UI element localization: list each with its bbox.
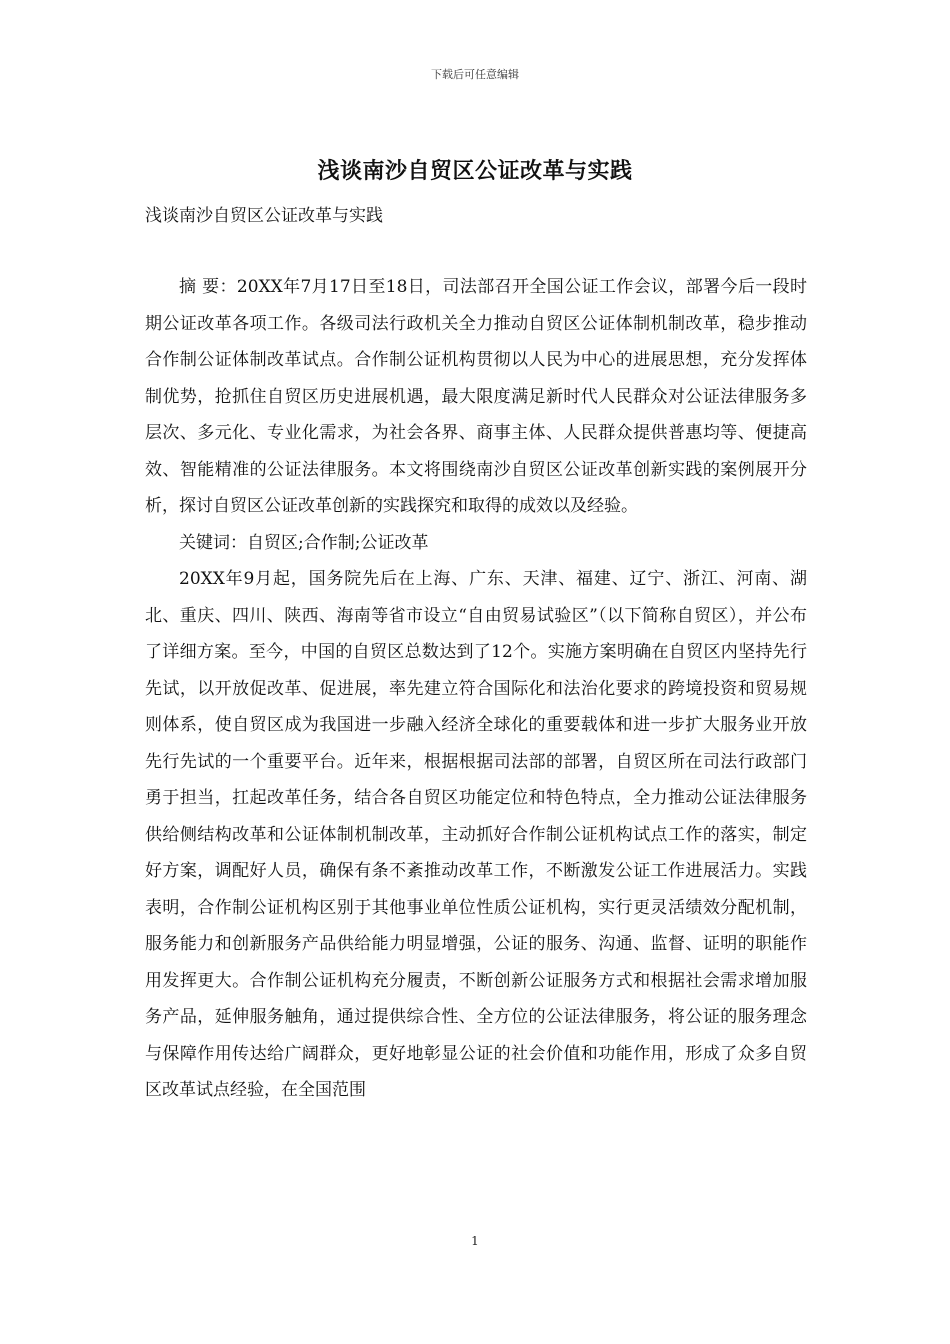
abstract-paragraph: 摘 要：20XX年7月17日至18日，司法部召开全国公证工作会议，部署今后一段时期公证改革各项工作。各级司法行政机关全力推动自贸区公证体制机制改革，稳步推动合作制公证体制改革试点。合作制公证机构贯彻以人民为中心的进展思想，充分发挥体制优势，抢抓住自贸区历史进展机遇，最大限度满足新时代人民群众对公证法律服务多层次、多元化、专业化需求，为社会各界、商事主体、人民群众提供普惠均等、便捷高效、智能精准的公证法律服务。本文将围绕南沙自贸区公证改革创新实践的案例展开分析，探讨自贸区公证改革创新的实践探究和取得的成效以及经验。 <box>145 277 807 516</box>
document-title: 浅谈南沙自贸区公证改革与实践 <box>317 159 633 184</box>
document-subtitle: 浅谈南沙自贸区公证改革与实践 <box>145 206 383 226</box>
body-paragraph: 20XX年9月起，国务院先后在上海、广东、天津、福建、辽宁、浙江、河南、湖北、重庆、四川、陕西、海南等省市设立“自由贸易试验区”（以下简称自贸区），并公布了详细方案。至今，中国的自贸区总数达到了12个。实施方案明确在自贸区内坚持先行先试，以开放促改革、促进展，率先建立符合国际化和法治化要求的跨境投资和贸易规则体系，使自贸区成为我国进一步融入经济全球化的重要载体和进一步扩大服务业开放先行先试的一个重要平台。近年来，根据根据司法部的部署，自贸区所在司法行政部门勇于担当，扛起改革任务，结合各自贸区功能定位和特色特点，全力推动公证法律服务供给侧结构改革和公证体制机制改革，主动抓好合作制公证机构试点工作的落实，制定好方案，调配好人员，确保有条不紊推动改革工作，不断激发公证工作进展活力。实践表明，合作制公证机构区别于其他事业单位性质公证机构，实行更灵活绩效分配机制，服务能力和创新服务产品供给能力明显增强，公证的服务、沟通、监督、证明的职能作用发挥更大。合作制公证机构充分履责，不断创新公证服务方式和根据社会需求增加服务产品，延伸服务触角，通过提供综合性、全方位的公证法律服务，将公证的服务理念与保障作用传达给广阔群众，更好地彰显公证的社会价值和功能作用，形成了众多自贸区改革试点经验，在全国范围 <box>145 569 807 1100</box>
header-note: 下载后可任意编辑 <box>431 68 519 81</box>
document-body <box>145 269 807 1109</box>
keywords-paragraph: 关键词：自贸区;合作制;公证改革 <box>179 532 429 553</box>
page-number: 1 <box>471 1234 479 1248</box>
